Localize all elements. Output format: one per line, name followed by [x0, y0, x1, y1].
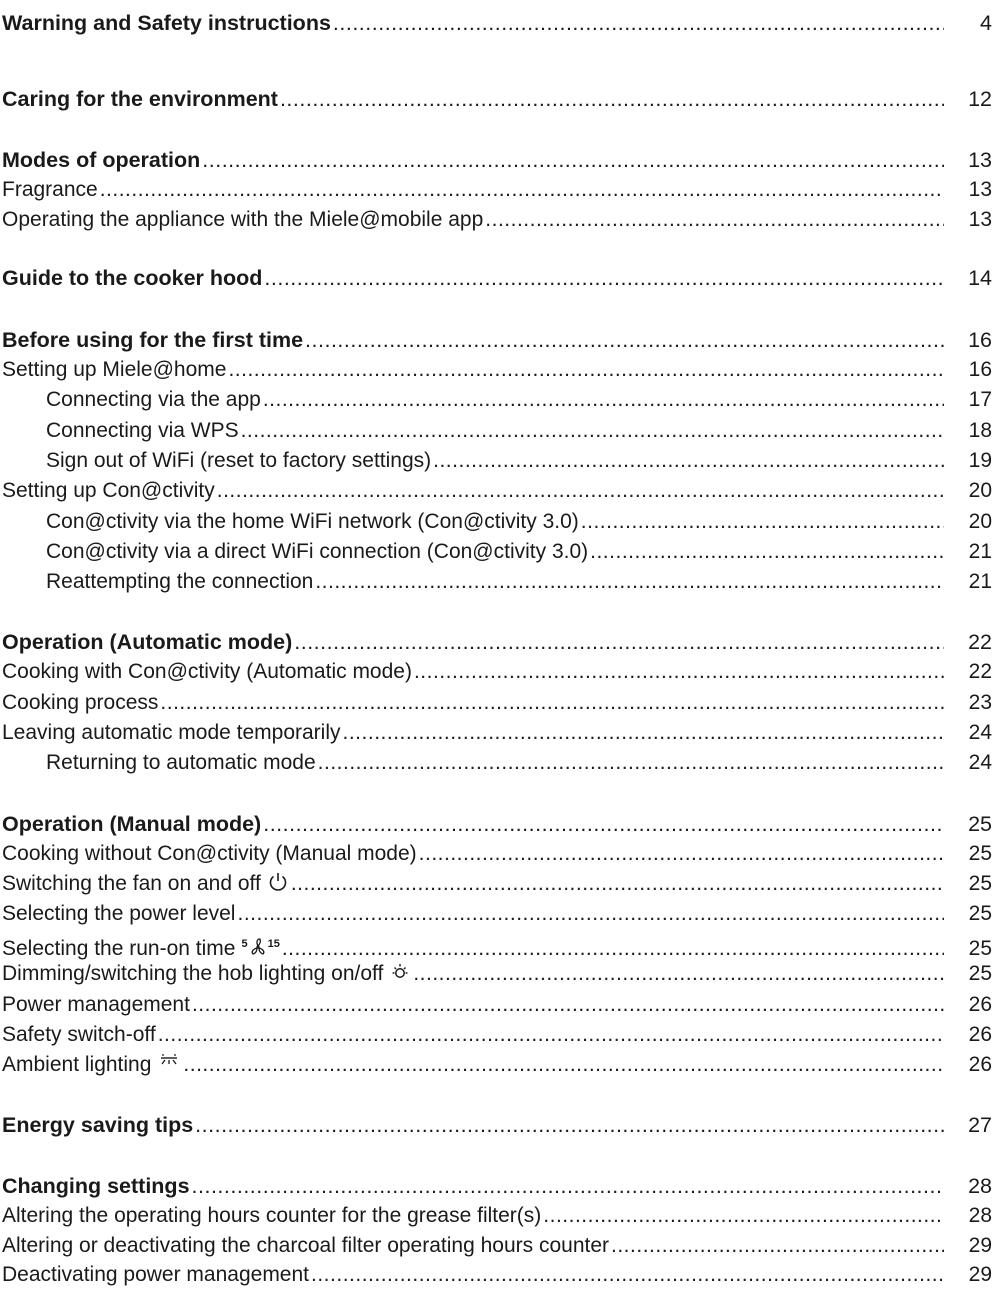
- page-number: 16: [968, 358, 992, 381]
- dot-leader: [160, 688, 944, 718]
- dot-leader: [202, 145, 944, 175]
- dot-leader: [183, 1050, 944, 1080]
- page-number: 17: [968, 388, 992, 411]
- toc-entry-label: Connecting via the app: [46, 388, 261, 411]
- hob-light-icon: [389, 959, 411, 989]
- toc-entry-title: [2, 718, 341, 748]
- dot-leader: [611, 1231, 944, 1261]
- toc-entry[interactable]: [0, 990, 994, 1020]
- toc-entry-title: [46, 567, 313, 597]
- toc-entry-label: Before using for the first time: [2, 328, 304, 352]
- page-number: 18: [968, 419, 992, 442]
- toc-entry[interactable]: [0, 809, 994, 839]
- toc-entry-label: Power management: [2, 993, 190, 1016]
- toc-entry-title: [2, 1050, 181, 1080]
- toc-entry[interactable]: [0, 718, 994, 748]
- toc-entry-label: Sign out of WiFi (reset to factory settings): [46, 449, 432, 472]
- toc-entry-title: [46, 416, 239, 446]
- page-number: 24: [968, 721, 992, 744]
- page-number: 23: [968, 691, 992, 714]
- toc-entry[interactable]: [0, 839, 994, 869]
- toc-entry-label: Operating the appliance with the Miele@mobile app: [2, 208, 484, 231]
- page-number: 25: [968, 842, 992, 865]
- dot-leader: [263, 385, 944, 415]
- toc-entry-title: [2, 1110, 193, 1140]
- toc-entry[interactable]: [0, 355, 994, 385]
- toc-entry[interactable]: [0, 446, 994, 476]
- page-number: 20: [968, 510, 992, 533]
- toc-entry-label: Operation (Automatic mode): [2, 630, 293, 654]
- toc-entry-title: [2, 1020, 156, 1050]
- toc-entry[interactable]: [0, 567, 994, 597]
- toc-entry-label: Selecting the power level: [2, 902, 236, 925]
- toc-entry[interactable]: [0, 1231, 994, 1261]
- toc-entry[interactable]: [0, 537, 994, 567]
- toc-entry-title: [46, 537, 588, 567]
- dot-leader: [294, 627, 944, 657]
- dot-leader: [217, 476, 944, 506]
- toc-entry-title: [2, 476, 215, 506]
- toc-entry-title: [2, 839, 417, 869]
- page-number: 29: [968, 1263, 992, 1286]
- dot-leader: [291, 869, 944, 899]
- toc-entry[interactable]: [0, 688, 994, 718]
- dot-leader: [228, 355, 944, 385]
- toc-entry-label: Switching the fan on and off: [2, 872, 261, 895]
- toc-entry[interactable]: [0, 627, 994, 657]
- toc-entry-title: [46, 446, 431, 476]
- toc-entry-title: [2, 263, 262, 293]
- toc-entry-title: [2, 899, 235, 929]
- toc-entry-title: [2, 205, 483, 235]
- toc-entry[interactable]: [0, 325, 994, 355]
- dot-leader: [414, 657, 944, 687]
- toc-entry-label: Deactivating power management: [2, 1263, 310, 1286]
- dot-leader: [237, 899, 944, 929]
- dot-leader: [158, 1020, 944, 1050]
- dot-leader: [192, 1171, 944, 1201]
- toc-entry-title: [2, 1260, 309, 1290]
- toc-entry-label: Altering or deactivating the charcoal filter operating hours counter: [2, 1234, 610, 1257]
- toc-entry-title: [2, 990, 190, 1020]
- power-icon: [267, 869, 289, 899]
- toc-entry-label: Cooking without Con@ctivity (Manual mode): [2, 842, 417, 865]
- page-number: 4: [980, 11, 992, 35]
- dot-leader: [280, 84, 944, 114]
- toc-entry-title: [2, 145, 200, 175]
- toc-entry-title: [46, 385, 261, 415]
- dot-leader: [433, 446, 944, 476]
- toc-entry[interactable]: [0, 1110, 994, 1140]
- page-number: 20: [968, 479, 992, 502]
- run-on-max-label: 15: [267, 938, 280, 950]
- page-number: 28: [968, 1174, 992, 1198]
- toc-entry-title: [2, 688, 158, 718]
- toc-entry[interactable]: [0, 476, 994, 506]
- page-number: 21: [968, 540, 992, 563]
- dot-leader: [419, 839, 944, 869]
- toc-entry-label: Guide to the cooker hood: [2, 266, 263, 290]
- dot-leader: [413, 959, 944, 989]
- page-number: 25: [968, 962, 992, 985]
- toc-entry-label: Con@ctivity via a direct WiFi connection (Con@ctivity 3.0): [46, 540, 589, 563]
- toc-entry-label: Ambient lighting: [2, 1053, 152, 1076]
- page-number: 26: [968, 993, 992, 1016]
- dot-leader: [264, 263, 944, 293]
- toc-entry-label: Altering the operating hours counter for the grease filter(s): [2, 1204, 542, 1227]
- toc-entry[interactable]: [0, 929, 994, 959]
- toc-entry[interactable]: [0, 1260, 994, 1290]
- toc-entry-title: [2, 1231, 609, 1261]
- toc-entry[interactable]: [0, 175, 994, 205]
- toc-entry-label: Fragrance: [2, 178, 98, 201]
- page-number: 21: [968, 570, 992, 593]
- toc-entry-label: Selecting the run-on time: [2, 937, 236, 960]
- toc-entry-title: [2, 175, 98, 205]
- page-number: 25: [968, 812, 992, 836]
- page-number: 13: [968, 178, 992, 201]
- fan-icon: [248, 946, 268, 958]
- toc-entry-label: Leaving automatic mode temporarily: [2, 721, 341, 744]
- page-number: 26: [968, 1023, 992, 1046]
- dot-leader: [333, 8, 944, 38]
- toc-entry-label: Setting up Miele@home: [2, 358, 227, 381]
- toc-entry-title: [2, 355, 226, 385]
- toc-entry-title: [2, 1171, 190, 1201]
- toc-entry[interactable]: [0, 205, 994, 235]
- toc-entry-label: Safety switch-off: [2, 1023, 156, 1046]
- toc-entry-label: Dimming/switching the hob lighting on/off: [2, 962, 384, 985]
- toc-entry-title: [2, 1201, 541, 1231]
- page-number: 19: [968, 449, 992, 472]
- page-number: 13: [968, 148, 992, 172]
- toc-entry-label: Reattempting the connection: [46, 570, 314, 593]
- toc-entry-title: [2, 325, 303, 355]
- toc-entry[interactable]: [0, 1171, 994, 1201]
- toc-entry[interactable]: [0, 1050, 994, 1080]
- toc-entry[interactable]: [0, 263, 994, 293]
- page-number: 29: [968, 1234, 992, 1257]
- toc-entry[interactable]: [0, 899, 994, 929]
- toc-entry-title: [2, 84, 278, 114]
- page-number: 16: [968, 328, 992, 352]
- dot-leader: [263, 809, 944, 839]
- toc-entry[interactable]: [0, 748, 994, 778]
- toc-entry-title: [2, 869, 289, 899]
- toc-entry-label: Setting up Con@ctivity: [2, 479, 215, 502]
- toc-entry-label: Con@ctivity via the home WiFi network (Con@ctivity 3.0): [46, 510, 579, 533]
- toc-entry-title: [2, 959, 411, 989]
- dot-leader: [318, 748, 944, 778]
- toc-entry-label: Cooking with Con@ctivity (Automatic mode): [2, 660, 412, 683]
- dot-leader: [192, 990, 944, 1020]
- page-number: 28: [968, 1204, 992, 1227]
- page-number: 22: [968, 660, 992, 683]
- page-number: 27: [968, 1113, 992, 1137]
- dot-leader: [311, 1260, 944, 1290]
- toc-entry[interactable]: [0, 416, 994, 446]
- dot-leader: [100, 175, 944, 205]
- ambient-light-icon: [157, 1050, 181, 1080]
- toc-entry-title: [2, 657, 412, 687]
- page-number: 26: [968, 1053, 992, 1076]
- toc-entry[interactable]: [0, 84, 994, 114]
- toc-entry-label: Operation (Manual mode): [2, 812, 262, 836]
- toc-entry[interactable]: [0, 145, 994, 175]
- toc-entry[interactable]: [0, 8, 994, 38]
- toc-entry[interactable]: [0, 959, 994, 989]
- run-on-min-label: 5: [241, 938, 248, 950]
- dot-leader: [485, 205, 944, 235]
- dot-leader: [581, 507, 944, 537]
- toc-entry-label: Modes of operation: [2, 148, 201, 172]
- toc-entry[interactable]: [0, 1020, 994, 1050]
- toc-entry-title: [46, 507, 579, 537]
- toc-entry[interactable]: [0, 507, 994, 537]
- toc-entry-label: Caring for the environment: [2, 87, 278, 111]
- toc-entry-title: [2, 627, 292, 657]
- toc-entry-label: Connecting via WPS: [46, 419, 239, 442]
- toc-entry-title: [2, 809, 261, 839]
- page-number: 13: [968, 208, 992, 231]
- dot-leader: [590, 537, 944, 567]
- toc-entry[interactable]: [0, 657, 994, 687]
- toc-entry-label: Energy saving tips: [2, 1113, 194, 1137]
- page-number: 22: [968, 630, 992, 654]
- page-number: 14: [968, 266, 992, 290]
- toc-entry-label: Returning to automatic mode: [46, 751, 316, 774]
- dot-leader: [543, 1201, 944, 1231]
- toc-entry-label: Changing settings: [2, 1174, 190, 1198]
- page-number: 25: [968, 902, 992, 925]
- page-number: 25: [968, 872, 992, 895]
- toc-entry[interactable]: [0, 869, 994, 899]
- dot-leader: [195, 1110, 944, 1140]
- page-number: 24: [968, 751, 992, 774]
- toc-entry-label: Warning and Safety instructions: [2, 11, 331, 35]
- toc-entry[interactable]: [0, 1201, 994, 1231]
- page-number: 25: [968, 937, 992, 960]
- dot-leader: [305, 325, 944, 355]
- dot-leader: [315, 567, 944, 597]
- dot-leader: [343, 718, 944, 748]
- dot-leader: [241, 416, 944, 446]
- toc-entry-title: [46, 748, 316, 778]
- page-number: 12: [968, 87, 992, 111]
- toc-entry-title: [2, 8, 331, 38]
- toc-entry-label: Cooking process: [2, 691, 159, 714]
- toc-entry[interactable]: [0, 385, 994, 415]
